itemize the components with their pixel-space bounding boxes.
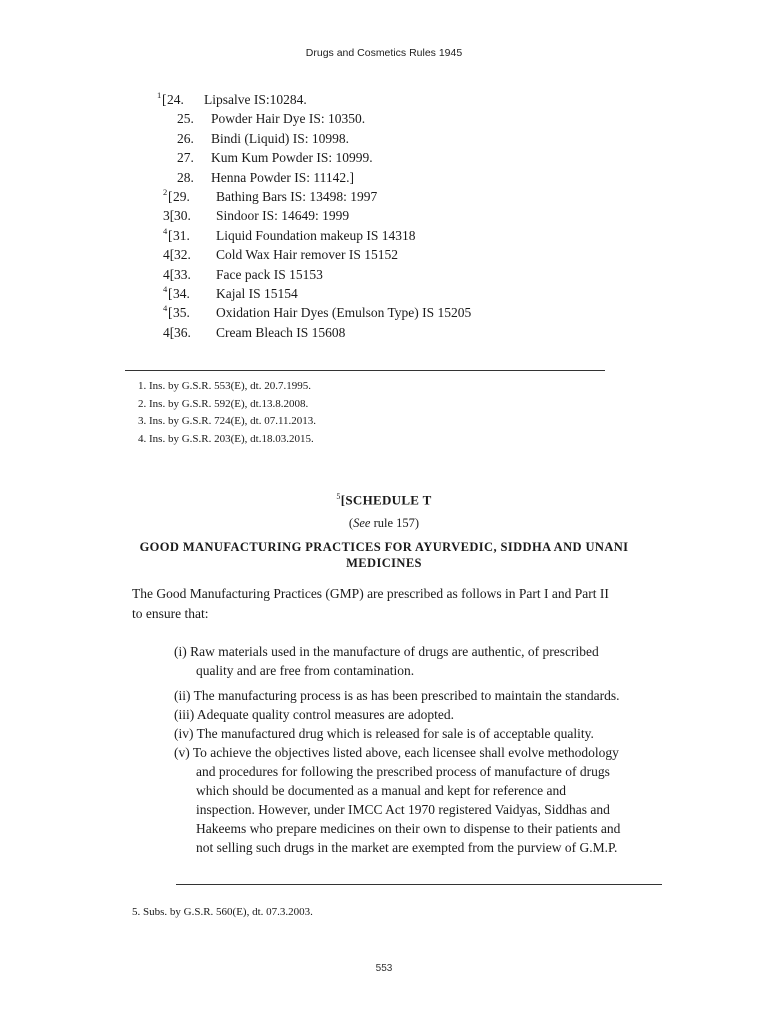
- item-text: Face pack IS 15153: [216, 266, 323, 282]
- gmp-title: [0, 539, 768, 571]
- list-item: [0, 267, 768, 286]
- footnote-ref: 5: [336, 492, 341, 501]
- list-item: [0, 247, 768, 266]
- objective-line: and procedures for following the prescribed process of manufacture of drugs: [196, 764, 610, 779]
- objective-v: [174, 743, 664, 857]
- item-number: 30.: [174, 208, 191, 224]
- footnote-ref: 4: [163, 303, 168, 314]
- list-item: [0, 305, 768, 324]
- footnote: 2. Ins. by G.S.R. 592(E), dt.13.8.2008.: [138, 397, 309, 410]
- list-item: [0, 170, 768, 189]
- item-text: Bathing Bars IS: 13498: 1997: [216, 188, 378, 204]
- footnote-ref: 1: [157, 90, 162, 100]
- footnotes-top: [138, 378, 316, 448]
- item-text: Kajal IS 15154: [216, 285, 298, 301]
- objective-line: not selling such drugs in the market are exempted from the purview of G.M.P.: [196, 840, 618, 855]
- objective-ii: (ii) The manufacturing process is as has been prescribed to maintain the standards.: [174, 688, 620, 703]
- intro-line: The Good Manufacturing Practices (GMP) are prescribed as follows in Part I and Part II: [132, 586, 609, 601]
- item-number: 28.: [177, 169, 194, 185]
- footnote: 3. Ins. by G.S.R. 724(E), dt. 07.11.2013.: [138, 415, 317, 427]
- bracket-mark: 4[: [163, 266, 175, 282]
- schedule-heading: [0, 492, 768, 508]
- bracket-mark: [: [162, 92, 167, 107]
- paren-open: (: [348, 516, 354, 530]
- objective-i: [174, 642, 664, 680]
- item-number: 26.: [177, 130, 194, 146]
- objective-line: inspection. However, under IMCC Act 1970 registered Vaidyas, Siddhas and: [196, 802, 610, 817]
- objective-line: quality and are free from contamination.: [196, 663, 415, 678]
- running-header: Drugs and Cosmetics Rules 1945: [305, 47, 463, 59]
- rule-ref: rule 157): [370, 516, 420, 530]
- list-item: [0, 131, 768, 150]
- list-item: [0, 283, 768, 305]
- item-number: 32.: [174, 247, 191, 263]
- objective-line: Hakeems who prepare medicines on their own to dispense to their patients and: [196, 821, 621, 836]
- bracket-mark: 4[: [163, 324, 175, 340]
- item-text: Bindi (Liquid) IS: 10998.: [211, 130, 349, 146]
- list-item: [0, 325, 768, 344]
- footnote-ref: 4: [163, 283, 168, 294]
- item-text: Powder Hair Dye IS: 10350.: [211, 111, 366, 127]
- page-number: 553: [375, 963, 393, 974]
- schedule-title: [SCHEDULE T: [340, 492, 432, 508]
- item-number: 24.: [167, 92, 184, 107]
- footnote-divider: [176, 884, 662, 885]
- intro-line: to ensure that:: [132, 606, 209, 621]
- see-rule: [0, 516, 768, 531]
- item-text: Kum Kum Powder IS: 10999.: [211, 150, 373, 166]
- objective-line: (v) To achieve the objectives listed above, each licensee shall evolve methodology: [174, 745, 619, 760]
- footnote: 1. Ins. by G.S.R. 553(E), dt. 20.7.1995.: [138, 380, 311, 392]
- bracket-mark: [: [168, 305, 173, 321]
- list-item: [0, 208, 768, 227]
- see-word: See: [353, 516, 371, 530]
- cosmetics-standards-list: [0, 92, 768, 344]
- objective-iii: (iii) Adequate quality control measures are adopted.: [174, 707, 455, 722]
- objective-line: (i) Raw materials used in the manufacture of drugs are authentic, of prescribed: [174, 644, 599, 659]
- item-text: Henna Powder IS: 11142.]: [211, 169, 354, 185]
- item-number: 25.: [177, 111, 194, 127]
- list-item: [0, 225, 768, 247]
- item-number: 27.: [177, 150, 194, 166]
- footnote-ref: 2: [163, 186, 168, 197]
- item-number: 29.: [173, 188, 190, 204]
- item-text: Liquid Foundation makeup IS 14318: [216, 227, 416, 243]
- objective-line: which should be documented as a manual and kept for reference and: [196, 783, 566, 798]
- bracket-mark: [: [168, 188, 173, 204]
- item-number: 33.: [174, 266, 191, 282]
- objective-iv: (iv) The manufactured drug which is released for sale is of acceptable quality.: [174, 726, 594, 741]
- bracket-mark: 3[: [163, 208, 175, 224]
- bracket-mark: [: [168, 227, 173, 243]
- bracket-mark: [: [168, 285, 173, 301]
- gmp-title-line: MEDICINES: [346, 556, 422, 570]
- item-number: 34.: [173, 285, 190, 301]
- item-text: Lipsalve IS:10284.: [204, 92, 307, 107]
- list-item: [0, 111, 768, 130]
- bracket-mark: 4[: [163, 247, 175, 263]
- gmp-objectives-list: [174, 642, 664, 857]
- intro-paragraph: [132, 584, 662, 624]
- item-text: Sindoor IS: 14649: 1999: [216, 208, 350, 224]
- item-number: 36.: [174, 324, 191, 340]
- item-text: Oxidation Hair Dyes (Emulson Type) IS 15205: [216, 305, 472, 321]
- list-item: [0, 92, 768, 111]
- footnote-ref: 4: [163, 225, 168, 236]
- item-number: 35.: [173, 305, 190, 321]
- gmp-title-line: GOOD MANUFACTURING PRACTICES FOR AYURVEDIC, SIDDHA AND UNANI: [139, 540, 629, 554]
- footnote: 4. Ins. by G.S.R. 203(E), dt.18.03.2015.: [138, 432, 314, 445]
- item-text: Cream Bleach IS 15608: [216, 324, 346, 340]
- footnote-bottom: 5. Subs. by G.S.R. 560(E), dt. 07.3.2003.: [132, 906, 313, 918]
- item-number: 31.: [173, 227, 190, 243]
- list-item: [0, 186, 768, 208]
- item-text: Cold Wax Hair remover IS 15152: [216, 247, 399, 263]
- list-item: [0, 150, 768, 169]
- footnote-divider: [125, 370, 605, 371]
